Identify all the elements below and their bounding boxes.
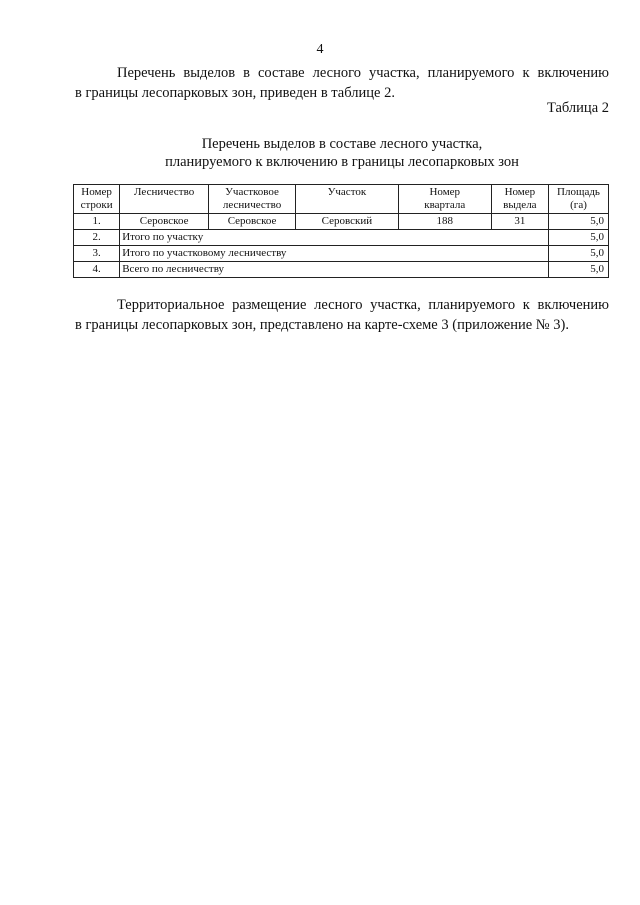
cell-area: 5,0 [549,230,609,246]
header-area-line-2: (га) [570,199,587,211]
header-area-line-1: Площадь [557,186,600,198]
page-number: 4 [316,42,324,57]
header-forestry [120,185,209,214]
cell-plot: Серовский [296,214,399,230]
cell-area: 5,0 [549,246,609,262]
closing-line-2: в границы лесопарковых зон, представлено на карте-схеме 3 (приложение № 3). [75,317,569,333]
table-row [74,262,609,278]
header-section-line-2: выдела [503,199,537,211]
table-row [74,246,609,262]
header-quarter-line-2: квартала [424,199,466,211]
cell-row-number: 2. [74,230,120,246]
header-forestry-label: Лесничество [134,186,195,198]
header-area [549,185,609,214]
header-district-line-1: Участковое [225,186,279,198]
cell-row-number: 1. [74,214,120,230]
parcels-table [73,184,609,278]
intro-paragraph [75,63,609,103]
header-district-line-2: лесничество [222,199,282,211]
table-row [74,230,609,246]
table-row [74,214,609,230]
table-title-line-2: планируемого к включению в границы лесопарковых зон [165,154,519,170]
header-plot [296,185,399,214]
header-quarter-number [398,185,491,214]
cell-forestry: Серовское [120,214,209,230]
intro-line-1: Перечень выделов в составе лесного участка, планируемого к включению [117,65,609,81]
cell-total-label: Итого по участку [120,230,549,246]
table-title [75,135,609,171]
cell-total-label: Всего по лесничеству [120,262,549,278]
closing-line-1: Территориальное размещение лесного участка, планируемого к включению [117,297,609,313]
header-row-number-line-1: Номер [81,186,112,198]
cell-row-number: 4. [74,262,120,278]
table-title-line-1: Перечень выделов в составе лесного участка, [201,136,483,152]
cell-section: 31 [491,214,548,230]
closing-paragraph [75,295,609,335]
table-label: Таблица 2 [546,100,609,116]
header-row-number [74,185,120,214]
header-section-line-1: Номер [504,186,536,198]
table-header-row [74,185,609,214]
cell-row-number: 3. [74,246,120,262]
cell-total-label: Итого по участковому лесничеству [120,246,549,262]
intro-line-2: в границы лесопарковых зон, приведен в таблице 2. [75,85,395,101]
header-quarter-line-1: Номер [429,186,461,198]
cell-district-forestry: Серовское [209,214,296,230]
cell-area: 5,0 [549,214,609,230]
header-section-number [491,185,548,214]
cell-quarter: 188 [398,214,491,230]
header-plot-label: Участок [327,186,367,198]
header-row-number-line-2: строки [80,199,113,211]
cell-area: 5,0 [549,262,609,278]
header-district-forestry [209,185,296,214]
